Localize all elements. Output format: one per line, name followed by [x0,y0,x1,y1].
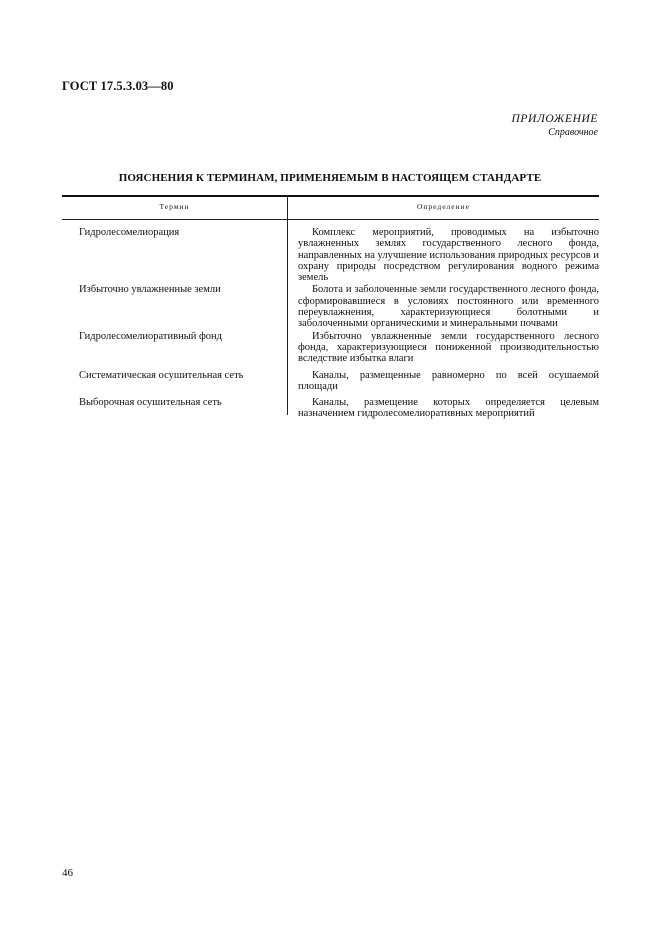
definition-cell: Каналы, размещение которых определяется целевым назначением гидролесомелиоративных мероприятий [298,397,599,420]
page-number: 46 [62,867,73,879]
column-header-term: Термин [159,202,190,211]
terms-table [62,195,599,420]
term-cell: Гидролесомелиорация [79,227,180,238]
term-cell: Систематическая осушительная сеть [79,369,244,381]
definition-cell: Комплекс мероприятий, проводимых на избыточно увлажненных землях государственного лесного фонда, направленных на улучшение использования природных ресурсов и охрану природы посредством регулирования водного режима земель [298,227,599,284]
definition-cell: Болота и заболоченные земли государственного лесного фонда, сформировавшиеся в условиях постоянного или временного переувлажнения, характеризующиеся болотными и заболоченными органическими и минеральными почвами [298,284,599,330]
term-cell: Избыточно увлажненные земли [79,284,221,296]
column-header-definition: Определение [417,202,470,211]
table-row [62,370,599,393]
appendix-subtitle: Справочное [548,127,598,138]
table-row [62,284,599,329]
appendix-title: ПРИЛОЖЕНИЕ [511,113,598,125]
definition-cell: Избыточно увлажненные земли государственного лесного фонда, характеризующиеся пониженной производительностью вследствие избытка влаги [298,330,599,365]
table-body [62,220,599,420]
document-code: ГОСТ 17.5.3.03—80 [62,79,174,93]
definition-cell: Каналы, размещенные равномерно по всей осушаемой площади [298,369,599,392]
appendix-label [512,112,598,139]
table-header [62,197,599,220]
term-cell: Выборочная осушительная сеть [79,397,222,409]
term-cell: Гидролесомелиоративный фонд [79,330,223,342]
table-row [62,397,599,420]
table-row [62,331,599,365]
section-heading: ПОЯСНЕНИЯ К ТЕРМИНАМ, ПРИМЕНЯЕМЫМ В НАСТОЯЩЕМ СТАНДАРТЕ [118,172,542,184]
table-row [62,227,599,283]
